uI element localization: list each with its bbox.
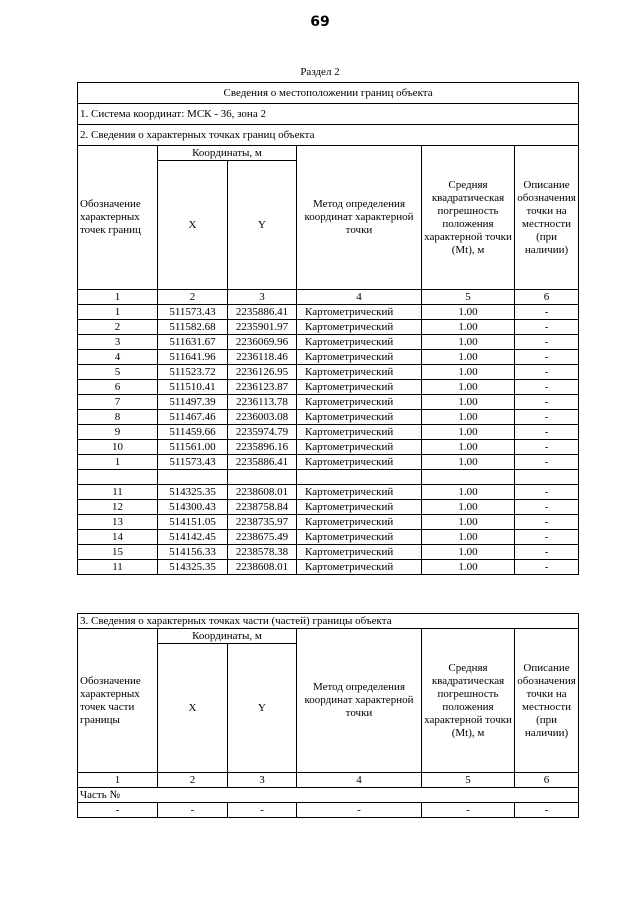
point-number: 6 [78, 380, 158, 395]
point-row [78, 425, 579, 440]
coord-x: 514325.35 [158, 560, 228, 575]
method: Картометрический [297, 305, 422, 320]
description: - [515, 545, 579, 560]
error: 1.00 [422, 545, 515, 560]
point-row [78, 365, 579, 380]
part-row [78, 803, 579, 818]
point-row [78, 545, 579, 560]
coord-y: 2238735.97 [228, 515, 297, 530]
part-cell: - [297, 803, 422, 818]
error: 1.00 [422, 335, 515, 350]
description: - [515, 410, 579, 425]
coord-y: 2235886.41 [228, 305, 297, 320]
column-number: 6 [515, 290, 579, 305]
coord-y: 2235901.97 [228, 320, 297, 335]
description: - [515, 425, 579, 440]
error: 1.00 [422, 425, 515, 440]
coord-y: 2238758.84 [228, 500, 297, 515]
error: 1.00 [422, 530, 515, 545]
point-number: 7 [78, 395, 158, 410]
point-row [78, 410, 579, 425]
coord-y: 2235974.79 [228, 425, 297, 440]
table-title: Сведения о местоположении границ объекта [78, 83, 579, 104]
coord-x: 511641.96 [158, 350, 228, 365]
point-number: 1 [78, 305, 158, 320]
coord-x: 514156.33 [158, 545, 228, 560]
part-boundary-table [77, 613, 579, 818]
header-coordinates: Координаты, м [158, 146, 297, 161]
error: 1.00 [422, 485, 515, 500]
points-section-title: 2. Сведения о характерных точках границ объекта [78, 125, 579, 146]
header-x: X [158, 161, 228, 290]
error: 1.00 [422, 440, 515, 455]
column-number: 3 [228, 290, 297, 305]
coord-y: 2238578.38 [228, 545, 297, 560]
header-description: Описание обозначения точки на местности (при наличии) [515, 146, 579, 290]
description: - [515, 530, 579, 545]
error: 1.00 [422, 320, 515, 335]
part-cell: - [228, 803, 297, 818]
method: Картометрический [297, 410, 422, 425]
point-row [78, 380, 579, 395]
point-row [78, 485, 579, 500]
part-header-error: Средняя квадратическая погрешность положения характерной точки (Mt), м [422, 629, 515, 773]
point-row [78, 350, 579, 365]
column-number: 1 [78, 290, 158, 305]
point-number: 5 [78, 365, 158, 380]
description: - [515, 365, 579, 380]
part-header-x: X [158, 644, 228, 773]
coord-system: 1. Система координат: МСК - 36, зона 2 [78, 104, 579, 125]
error: 1.00 [422, 395, 515, 410]
part-label: Часть № [78, 788, 579, 803]
part-header-description: Описание обозначения точки на местности (при наличии) [515, 629, 579, 773]
error: 1.00 [422, 455, 515, 470]
part-cell: - [78, 803, 158, 818]
method: Картометрический [297, 365, 422, 380]
method: Картометрический [297, 320, 422, 335]
point-number: 14 [78, 530, 158, 545]
coord-y: 2236003.08 [228, 410, 297, 425]
header-designation: Обозначение характерных точек границ [78, 146, 158, 290]
point-row [78, 335, 579, 350]
coord-x: 511510.41 [158, 380, 228, 395]
coord-y: 2238608.01 [228, 485, 297, 500]
coord-x: 511573.43 [158, 455, 228, 470]
part-section-title: 3. Сведения о характерных точках части (частей) границы объекта [78, 614, 579, 629]
error: 1.00 [422, 305, 515, 320]
column-numbers-row [78, 290, 579, 305]
contour-separator-row [78, 470, 579, 485]
part-header-method: Метод определения координат характерной точки [297, 629, 422, 773]
column-number: 5 [422, 773, 515, 788]
description: - [515, 335, 579, 350]
coord-x: 511582.68 [158, 320, 228, 335]
empty-cell [297, 470, 422, 485]
point-row [78, 530, 579, 545]
coord-y: 2238608.01 [228, 560, 297, 575]
coord-x: 511523.72 [158, 365, 228, 380]
method: Картометрический [297, 500, 422, 515]
description: - [515, 485, 579, 500]
part-column-numbers-row [78, 773, 579, 788]
description: - [515, 455, 579, 470]
boundary-table [77, 82, 579, 575]
empty-cell [78, 470, 158, 485]
method: Картометрический [297, 380, 422, 395]
column-number: 5 [422, 290, 515, 305]
point-row [78, 305, 579, 320]
part-cell: - [422, 803, 515, 818]
coord-x: 514325.35 [158, 485, 228, 500]
coord-x: 514142.45 [158, 530, 228, 545]
error: 1.00 [422, 560, 515, 575]
coord-x: 511561.00 [158, 440, 228, 455]
point-row [78, 560, 579, 575]
method: Картометрический [297, 335, 422, 350]
coord-x: 511467.46 [158, 410, 228, 425]
part-cell: - [158, 803, 228, 818]
empty-cell [228, 470, 297, 485]
point-row [78, 500, 579, 515]
description: - [515, 560, 579, 575]
point-number: 2 [78, 320, 158, 335]
point-number: 9 [78, 425, 158, 440]
method: Картометрический [297, 485, 422, 500]
part-header-designation: Обозначение характерных точек части границы [78, 629, 158, 773]
description: - [515, 515, 579, 530]
error: 1.00 [422, 410, 515, 425]
coord-y: 2236113.78 [228, 395, 297, 410]
description: - [515, 500, 579, 515]
column-number: 4 [297, 773, 422, 788]
boundary-table-body [78, 83, 579, 575]
empty-cell [422, 470, 515, 485]
error: 1.00 [422, 500, 515, 515]
coord-y: 2235886.41 [228, 455, 297, 470]
method: Картометрический [297, 455, 422, 470]
column-number: 3 [228, 773, 297, 788]
point-row [78, 515, 579, 530]
error: 1.00 [422, 515, 515, 530]
column-number: 1 [78, 773, 158, 788]
part-cell: - [515, 803, 579, 818]
method: Картометрический [297, 395, 422, 410]
method: Картометрический [297, 425, 422, 440]
coord-y: 2236069.96 [228, 335, 297, 350]
description: - [515, 350, 579, 365]
point-number: 11 [78, 485, 158, 500]
method: Картометрический [297, 530, 422, 545]
point-number: 13 [78, 515, 158, 530]
coord-y: 2236123.87 [228, 380, 297, 395]
header-method: Метод определения координат характерной точки [297, 146, 422, 290]
point-row [78, 395, 579, 410]
description: - [515, 305, 579, 320]
coord-x: 511573.43 [158, 305, 228, 320]
coord-x: 514151.05 [158, 515, 228, 530]
point-number: 8 [78, 410, 158, 425]
description: - [515, 380, 579, 395]
column-number: 2 [158, 773, 228, 788]
point-number: 1 [78, 455, 158, 470]
coord-x: 511497.39 [158, 395, 228, 410]
method: Картометрический [297, 350, 422, 365]
method: Картометрический [297, 545, 422, 560]
point-row [78, 440, 579, 455]
description: - [515, 320, 579, 335]
part-header-y: Y [228, 644, 297, 773]
column-number: 4 [297, 290, 422, 305]
method: Картометрический [297, 440, 422, 455]
point-number: 4 [78, 350, 158, 365]
header-y: Y [228, 161, 297, 290]
error: 1.00 [422, 380, 515, 395]
coord-y: 2236126.95 [228, 365, 297, 380]
point-number: 3 [78, 335, 158, 350]
point-number: 11 [78, 560, 158, 575]
empty-cell [158, 470, 228, 485]
point-row [78, 320, 579, 335]
coord-y: 2238675.49 [228, 530, 297, 545]
coord-x: 511631.67 [158, 335, 228, 350]
point-number: 10 [78, 440, 158, 455]
column-number: 6 [515, 773, 579, 788]
coord-x: 514300.43 [158, 500, 228, 515]
method: Картометрический [297, 560, 422, 575]
part-header-coordinates: Координаты, м [158, 629, 297, 644]
point-number: 12 [78, 500, 158, 515]
column-number: 2 [158, 290, 228, 305]
coord-x: 511459.66 [158, 425, 228, 440]
error: 1.00 [422, 365, 515, 380]
error: 1.00 [422, 350, 515, 365]
header-error: Средняя квадратическая погрешность положения характерной точки (Mt), м [422, 146, 515, 290]
empty-cell [515, 470, 579, 485]
description: - [515, 395, 579, 410]
coord-y: 2235896.16 [228, 440, 297, 455]
point-number: 15 [78, 545, 158, 560]
coord-y: 2236118.46 [228, 350, 297, 365]
description: - [515, 440, 579, 455]
section-label: Раздел 2 [300, 66, 340, 78]
method: Картометрический [297, 515, 422, 530]
point-row [78, 455, 579, 470]
page-number: 69 [310, 14, 330, 30]
